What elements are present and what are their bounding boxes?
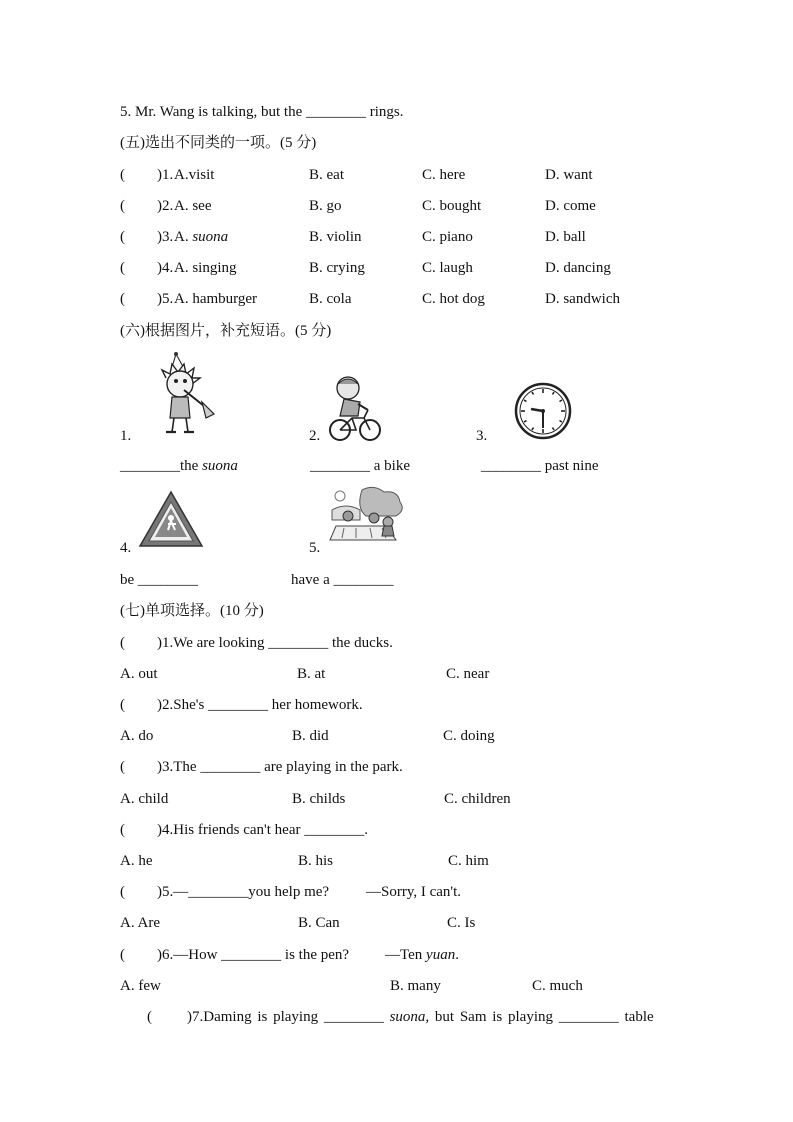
row-5-option-c: C. hot dog — [422, 291, 485, 307]
paren: ( — [120, 635, 125, 651]
mc-q5-option-a: A. Are — [120, 915, 160, 931]
mc-q6-reply: —Ten yuan. — [385, 947, 459, 963]
paren: ( — [120, 759, 125, 775]
mc-q2-option-b: B. did — [292, 728, 329, 744]
mc-q3-stem: )3.The ________ are playing in the park. — [157, 759, 403, 775]
mc-q3-option-b: B. childs — [292, 791, 346, 807]
mc-q6-stem: )6.—How ________ is the pen? — [157, 947, 350, 963]
row-5-number: )5. — [157, 291, 174, 307]
row-1-option-d: D. want — [545, 167, 593, 183]
mc-q2-option-c: C. doing — [443, 728, 495, 744]
section-6-title: (六)根据图片，补充短语。(5 分) — [120, 323, 332, 339]
paren: ( — [120, 947, 125, 963]
mc-q6-option-b: B. many — [390, 978, 441, 994]
row-5-option-d: D. sandwich — [545, 291, 620, 307]
mc-q5-stem: )5.—________you help me? — [157, 884, 330, 900]
paren: ( — [120, 198, 125, 214]
section-5-title: (五)选出不同类的一项。(5 分) — [120, 135, 317, 151]
paren: ( — [120, 167, 125, 183]
mc-q4-stem: )4.His friends can't hear ________. — [157, 822, 368, 838]
mc-q4-option-b: B. his — [298, 853, 334, 869]
row-5-option-a: A. hamburger — [174, 291, 258, 307]
picture-number-5: 5. — [309, 540, 321, 556]
mc-q5-option-b: B. Can — [298, 915, 340, 931]
warning-sign-image — [138, 490, 204, 550]
paren: ( — [120, 291, 125, 307]
row-4-option-c: C. laugh — [422, 260, 473, 276]
row-2-option-d: D. come — [545, 198, 596, 214]
picture-number-2: 2. — [309, 428, 321, 444]
mc-q6-option-a: A. few — [120, 978, 161, 994]
question-5-line: 5. Mr. Wang is talking, but the ________ rings. — [120, 104, 404, 120]
mc-q5-option-c: C. Is — [447, 915, 476, 931]
row-1-number: )1. — [157, 167, 174, 183]
mc-q7-stem: )7.Daming is playing ________ suona, but Sam is playing ________ table — [187, 1009, 654, 1025]
row-3-number: )3. — [157, 229, 174, 245]
row-3-option-a: A. suona — [174, 229, 229, 245]
mc-q1-option-b: B. at — [297, 666, 326, 682]
paren: ( — [120, 822, 125, 838]
row-5-option-b: B. cola — [309, 291, 352, 307]
picture-number-4: 4. — [120, 540, 132, 556]
row-4-option-b: B. crying — [309, 260, 365, 276]
row-2-option-c: C. bought — [422, 198, 482, 214]
row-4-option-a: A. singing — [174, 260, 237, 276]
section-7-title: (七)单项选择。(10 分) — [120, 603, 264, 619]
phrase-1: ________the suona — [120, 458, 238, 474]
picture-number-1: 1. — [120, 428, 132, 444]
row-2-number: )2. — [157, 198, 174, 214]
picnic-scene-image — [326, 486, 406, 546]
mc-q4-option-c: C. him — [448, 853, 489, 869]
mc-q2-stem: )2.She's ________ her homework. — [157, 697, 363, 713]
phrase-3: ________ past nine — [481, 458, 599, 474]
row-4-number: )4. — [157, 260, 174, 276]
paren: ( — [120, 697, 125, 713]
boy-riding-bike-image — [328, 374, 382, 442]
mc-q1-option-c: C. near — [446, 666, 490, 682]
row-1-option-a: A.visit — [174, 167, 215, 183]
row-2-option-a: A. see — [174, 198, 212, 214]
row-3-option-c: C. piano — [422, 229, 473, 245]
paren: ( — [120, 260, 125, 276]
row-3-option-d: D. ball — [545, 229, 586, 245]
paren: ( — [120, 229, 125, 245]
mc-q3-option-c: C. children — [444, 791, 511, 807]
paren: ( — [147, 1009, 152, 1025]
mc-q4-option-a: A. he — [120, 853, 153, 869]
clock-image — [514, 382, 572, 440]
mc-q5-reply: —Sorry, I can't. — [366, 884, 462, 900]
phrase-5: have a ________ — [291, 572, 394, 588]
row-1-option-b: B. eat — [309, 167, 344, 183]
mc-q2-option-a: A. do — [120, 728, 154, 744]
row-2-option-b: B. go — [309, 198, 342, 214]
mc-q6-option-c: C. much — [532, 978, 583, 994]
mc-q1-option-a: A. out — [120, 666, 158, 682]
paren: ( — [120, 884, 125, 900]
mc-q1-stem: )1.We are looking ________ the ducks. — [157, 635, 393, 651]
mc-q3-option-a: A. child — [120, 791, 169, 807]
phrase-4: be ________ — [120, 572, 198, 588]
row-3-option-b: B. violin — [309, 229, 362, 245]
row-4-option-d: D. dancing — [545, 260, 611, 276]
phrase-2: ________ a bike — [310, 458, 410, 474]
row-1-option-c: C. here — [422, 167, 466, 183]
picture-number-3: 3. — [476, 428, 488, 444]
boy-playing-suona-image — [158, 352, 218, 436]
